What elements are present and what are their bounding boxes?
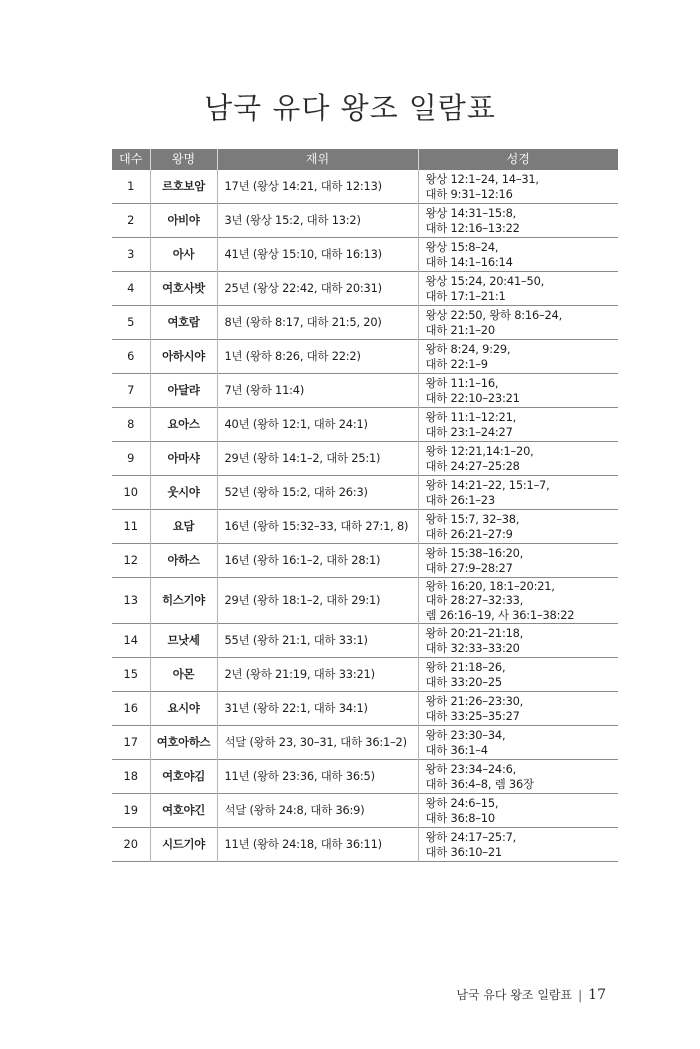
table-row <box>112 794 618 828</box>
table-row <box>112 442 618 476</box>
cell-num: 5 <box>127 315 135 330</box>
table-row <box>112 692 618 726</box>
cell-bible <box>418 442 618 476</box>
footer-separator: | <box>578 988 583 1002</box>
cell-king-name: 아마샤 <box>150 442 217 476</box>
cell-num: 6 <box>127 349 135 364</box>
header-reign: 재위 <box>217 149 418 170</box>
bible-ref-line: 왕하 8:24, 9:29, <box>425 342 511 357</box>
bible-ref-line: 왕하 20:21–21:18, <box>425 626 524 641</box>
cell-king-name: 아몬 <box>150 658 217 692</box>
cell-reign: 41년 (왕상 15:10, 대하 16:13) <box>217 238 418 272</box>
cell-reign: 52년 (왕하 15:2, 대하 26:3) <box>217 476 418 510</box>
bible-ref-line: 대하 26:21–27:9 <box>425 526 513 541</box>
cell-bible <box>418 238 618 272</box>
bible-ref-line: 대하 36:1–4 <box>425 742 488 757</box>
cell-reign: 16년 (왕하 15:32–33, 대하 27:1, 8) <box>217 510 418 544</box>
cell-king-name: 르호보암 <box>150 170 217 204</box>
table-row <box>112 760 618 794</box>
bible-ref-line: 대하 33:20–25 <box>425 674 502 689</box>
cell-num: 1 <box>127 179 135 194</box>
cell-reign: 17년 (왕상 14:21, 대하 12:13) <box>217 170 418 204</box>
bible-ref-line: 왕하 16:20, 18:1–20:21, <box>425 578 555 593</box>
cell-bible <box>418 544 618 578</box>
cell-king-name: 아비야 <box>150 204 217 238</box>
cell-king-name: 요시야 <box>150 692 217 726</box>
cell-bible <box>418 170 618 204</box>
kings-table <box>112 149 618 862</box>
table-row <box>112 476 618 510</box>
bible-ref-line: 왕상 12:1–24, 14–31, <box>425 172 539 187</box>
cell-num: 10 <box>123 485 138 500</box>
running-title: 남국 유다 왕조 일람표 <box>456 988 573 1002</box>
cell-bible <box>418 794 618 828</box>
table-row <box>112 272 618 306</box>
table-row <box>112 624 618 658</box>
cell-num: 9 <box>127 451 135 466</box>
cell-bible <box>418 408 618 442</box>
cell-num: 19 <box>123 803 138 818</box>
cell-reign: 16년 (왕하 16:1–2, 대하 28:1) <box>217 544 418 578</box>
bible-ref-line: 대하 28:27–32:33, <box>425 593 524 608</box>
header-row <box>112 149 618 170</box>
cell-reign: 11년 (왕하 23:36, 대하 36:5) <box>217 760 418 794</box>
bible-ref-line: 대하 22:1–9 <box>425 356 488 371</box>
bible-ref-line: 왕하 21:18–26, <box>425 660 506 675</box>
bible-ref-line: 왕하 11:1–16, <box>425 376 499 391</box>
table-row <box>112 726 618 760</box>
cell-king-name: 아달랴 <box>150 374 217 408</box>
cell-king-name: 요아스 <box>150 408 217 442</box>
cell-reign: 40년 (왕하 12:1, 대하 24:1) <box>217 408 418 442</box>
cell-bible <box>418 510 618 544</box>
table-row <box>112 306 618 340</box>
cell-reign: 29년 (왕하 18:1–2, 대하 29:1) <box>217 578 418 624</box>
bible-ref-line: 대하 32:33–33:20 <box>425 640 520 655</box>
cell-king-name: 므낫세 <box>150 624 217 658</box>
header-bible: 성경 <box>418 149 618 170</box>
cell-king-name: 여호야김 <box>150 760 217 794</box>
cell-reign: 2년 (왕하 21:19, 대하 33:21) <box>217 658 418 692</box>
cell-king-name: 요담 <box>150 510 217 544</box>
cell-reign: 3년 (왕상 15:2, 대하 13:2) <box>217 204 418 238</box>
header-name: 왕명 <box>150 149 217 170</box>
cell-bible <box>418 476 618 510</box>
cell-num: 18 <box>123 769 138 784</box>
cell-num: 20 <box>123 837 138 852</box>
cell-num: 7 <box>127 383 135 398</box>
cell-num: 3 <box>127 247 135 262</box>
bible-ref-line: 왕하 23:30–34, <box>425 728 506 743</box>
table-row <box>112 510 618 544</box>
cell-bible <box>418 374 618 408</box>
cell-reign: 석달 (왕하 23, 30–31, 대하 36:1–2) <box>217 726 418 760</box>
cell-king-name: 여호람 <box>150 306 217 340</box>
cell-bible <box>418 828 618 862</box>
bible-ref-line: 왕하 24:6–15, <box>425 796 499 811</box>
cell-num: 12 <box>123 553 138 568</box>
bible-ref-line: 대하 27:9–28:27 <box>425 560 513 575</box>
bible-ref-line: 대하 24:27–25:28 <box>425 458 520 473</box>
cell-num: 8 <box>127 417 135 432</box>
cell-reign: 11년 (왕하 24:18, 대하 36:11) <box>217 828 418 862</box>
table-row <box>112 408 618 442</box>
cell-num: 15 <box>123 667 138 682</box>
table-row <box>112 340 618 374</box>
bible-ref-line: 대하 22:10–23:21 <box>425 390 520 405</box>
bible-ref-line: 대하 12:16–13:22 <box>425 220 520 235</box>
page-footer <box>456 986 606 1003</box>
cell-king-name: 여호사밧 <box>150 272 217 306</box>
bible-ref-line: 대하 36:8–10 <box>425 810 495 825</box>
cell-num: 2 <box>127 213 135 228</box>
table-row <box>112 544 618 578</box>
cell-bible <box>418 624 618 658</box>
cell-king-name: 아하스 <box>150 544 217 578</box>
bible-ref-line: 왕상 15:8–24, <box>425 240 499 255</box>
cell-reign: 1년 (왕하 8:26, 대하 22:2) <box>217 340 418 374</box>
table-header <box>112 149 618 170</box>
bible-ref-line: 왕하 14:21–22, 15:1–7, <box>425 478 550 493</box>
cell-reign: 55년 (왕하 21:1, 대하 33:1) <box>217 624 418 658</box>
table-row <box>112 204 618 238</box>
page-number: 17 <box>588 987 606 1003</box>
cell-num: 14 <box>123 633 138 648</box>
bible-ref-line: 왕상 14:31–15:8, <box>425 206 517 221</box>
cell-king-name: 여호아하스 <box>150 726 217 760</box>
cell-king-name: 여호야긴 <box>150 794 217 828</box>
cell-num: 11 <box>123 519 138 534</box>
cell-reign: 8년 (왕하 8:17, 대하 21:5, 20) <box>217 306 418 340</box>
page-title: 남국 유다 왕조 일람표 <box>204 91 496 125</box>
bible-ref-line: 대하 21:1–20 <box>425 322 495 337</box>
cell-king-name: 시드기야 <box>150 828 217 862</box>
bible-ref-line: 왕하 23:34–24:6, <box>425 762 517 777</box>
table-row <box>112 578 618 624</box>
bible-ref-line: 왕상 22:50, 왕하 8:16–24, <box>425 308 563 323</box>
cell-king-name: 아사 <box>150 238 217 272</box>
bible-ref-line: 왕하 12:21,14:1–20, <box>425 444 534 459</box>
table-row <box>112 238 618 272</box>
cell-reign: 31년 (왕하 22:1, 대하 34:1) <box>217 692 418 726</box>
cell-bible <box>418 726 618 760</box>
bible-ref-line: 대하 26:1–23 <box>425 492 495 507</box>
cell-bible <box>418 578 618 624</box>
header-num: 대수 <box>112 149 150 170</box>
bible-ref-line: 대하 17:1–21:1 <box>425 288 506 303</box>
bible-ref-line: 왕하 11:1–12:21, <box>425 410 517 425</box>
cell-king-name: 웃시야 <box>150 476 217 510</box>
bible-ref-line: 대하 14:1–16:14 <box>425 254 513 269</box>
table-row <box>112 828 618 862</box>
table-row <box>112 374 618 408</box>
cell-reign: 25년 (왕상 22:42, 대하 20:31) <box>217 272 418 306</box>
cell-bible <box>418 692 618 726</box>
cell-bible <box>418 272 618 306</box>
cell-reign: 석달 (왕하 24:8, 대하 36:9) <box>217 794 418 828</box>
bible-ref-line: 왕하 15:7, 32–38, <box>425 512 520 527</box>
bible-ref-line: 대하 36:10–21 <box>425 844 502 859</box>
bible-ref-line: 왕상 15:24, 20:41–50, <box>425 274 545 289</box>
bible-ref-line: 대하 36:4–8, 렘 36장 <box>425 776 534 791</box>
cell-bible <box>418 658 618 692</box>
table-body <box>112 170 618 862</box>
table-row <box>112 170 618 204</box>
cell-reign: 29년 (왕하 14:1–2, 대하 25:1) <box>217 442 418 476</box>
cell-reign: 7년 (왕하 11:4) <box>217 374 418 408</box>
cell-bible <box>418 306 618 340</box>
bible-ref-line: 왕하 15:38–16:20, <box>425 546 524 561</box>
bible-ref-line: 렘 26:16–19, 사 36:1–38:22 <box>425 607 575 622</box>
bible-ref-line: 왕하 21:26–23:30, <box>425 694 524 709</box>
table-row <box>112 658 618 692</box>
bible-ref-line: 왕하 24:17–25:7, <box>425 830 517 845</box>
bible-ref-line: 대하 33:25–35:27 <box>425 708 520 723</box>
cell-num: 17 <box>123 735 138 750</box>
cell-bible <box>418 204 618 238</box>
cell-bible <box>418 340 618 374</box>
cell-king-name: 히스기야 <box>150 578 217 624</box>
cell-num: 16 <box>123 701 138 716</box>
cell-num: 4 <box>127 281 135 296</box>
cell-bible <box>418 760 618 794</box>
cell-num: 13 <box>123 593 138 608</box>
bible-ref-line: 대하 23:1–24:27 <box>425 424 513 439</box>
cell-king-name: 아하시야 <box>150 340 217 374</box>
bible-ref-line: 대하 9:31–12:16 <box>425 186 513 201</box>
